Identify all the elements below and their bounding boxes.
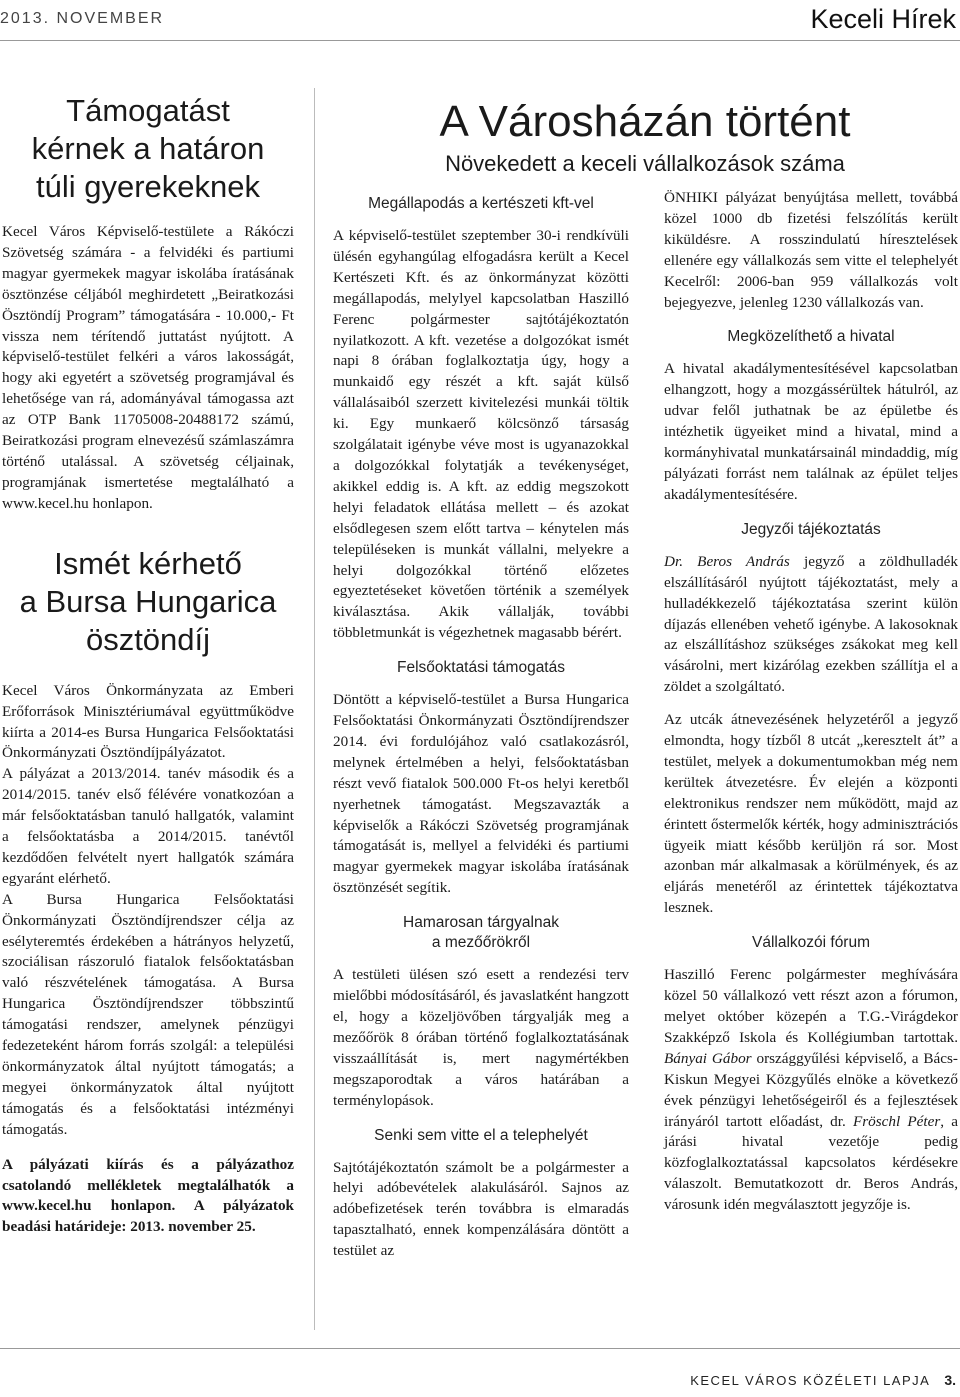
section-title	[333, 913, 629, 953]
main-headline-block	[330, 96, 960, 178]
section-body: A testületi ülésen szó esett a rendezési terv mielőbbi módosításáról, és javaslatként hangzott el, hogy a közeljövőben tárgyalják meg a mezőőrök 8 órában történő foglalkoztatásának visszaállítását is, mert nagymértékben megszaporodtak a város határában a terménylopások.	[333, 966, 629, 1109]
section-body: Az utcák átnevezésének helyzetéről a jegyző elmondta, hogy tízből 8 utcát „keresztelt át” a testület, melyek a dokumentumokban még nem kerültek átvezetésre. Év elején a központi elektronikus rendszer nem működött, majd az érintett őstermelők kérték, hogy adminisztrációs ügyeik miatt később kerüljön rá sor. Most azonban már alkalmasak a körülmények, és az eljárás menetéről az érintettek tájékoztatva lesznek.	[664, 711, 958, 917]
middle-column	[333, 188, 629, 1262]
column-divider	[314, 88, 315, 1330]
person-name: Fröschl Péter	[852, 1112, 941, 1130]
section-body	[664, 552, 958, 698]
page-number: 3.	[944, 1372, 956, 1388]
person-name: Bányai Gábor	[664, 1049, 752, 1067]
right-column	[664, 188, 958, 1216]
main-title: A Városházán történt	[439, 97, 851, 146]
newspaper-title: Keceli Hírek	[810, 4, 956, 34]
title-line: Hamarosan tárgyalnak	[403, 914, 559, 932]
article-body-support: Kecel Város Képviselő-testülete a Rákóczi Szövetség számára - a felvidéki és partiumi magyar gyermekek magyar iskolába íratásának ösztönzése céljából meghirdetett „Beiratkozási Ösztöndíj Program” támogatására - 10.000,- Ft vissza nem térítendő juttatást nyújtott. A képviselő-testület felkéri a város lakosságát, hogy aki egyetért a szövetség programjával és lehetősége van rá, adományával támogassa azt az OTP Bank 11705008-20488172 számú, Beiratkozási program elnevezésű számlaszámra történő utalással. A szövetség céljainak, programjának ismertetése megtalálható a www.kecel.hu honlapon.	[2, 223, 294, 512]
section-title: Megállapodás a kertészeti kft-vel	[368, 195, 594, 212]
section-title: Jegyzői tájékoztatás	[741, 520, 881, 538]
title-line: a Bursa Hungarica	[19, 583, 277, 619]
header-rule	[0, 40, 960, 41]
bursa-deadline-note: A pályázati kiírás és a pályázathoz csatolandó mellékletek megtalálhatók a www.kecel.hu honlapon. A pályázatok beadási határideje: 2013. november 25.	[2, 1155, 294, 1236]
bursa-paragraph: A pályázat a 2013/2014. tanév második és a 2014/2015. tanév első félévére vonatkozóan a már felsőoktatásban tanuló hallgatók, valamint a felsőoktatásba a 2014/2015. tanévtől kezdődően felvételt nyert hallgatók számára egyaránt elérhető.	[2, 765, 294, 887]
section-body: A hivatal akadálymentesítésével kapcsolatban elhangzott, hogy a mozgássérültek hátulról, az udvar felől juthatnak be az épületbe és intézhetik ügyeiket mind a hivatal, mind a kormányhivatal munkatársainál mindaddig, míg pályázati forrást nem találnak az épület teljes akadálymentesítésére.	[664, 360, 958, 503]
section-title: Vállalkozói fórum	[751, 934, 871, 952]
issue-date: 2013. NOVEMBER	[0, 10, 165, 27]
text-run: Haszilló Ferenc polgármester meghívására közel 50 vállalkozó vett részt azon a fórumon, melyet október közepén a T.G.-Virágdekor Szakképző Iskola és Kollégiumban tartottak.	[664, 966, 958, 1046]
section-body	[664, 965, 958, 1216]
footer	[690, 1372, 956, 1388]
title-line: Ismét kérhető	[54, 545, 242, 581]
title-line: kérnek a határon	[31, 131, 265, 166]
person-name: Dr. Beros András	[664, 552, 790, 570]
article-title-support	[2, 92, 294, 206]
bursa-paragraph: A Bursa Hungarica Felsőoktatási Önkormányzati Ösztöndíjrendszer célja az esélyteremtés érdekében a hátrányos helyzetű, szociálisan rászoruló fiatalok felsőoktatásban való részvételének támogatása. A Bursa Hungarica Ösztöndíjrendszer többszintű támogatási rendszer, amelynek pénzügyi fedezeteként három forrás szolgál: a települési önkormányzatok által nyújtott támogatás; a megyei önkormányzatok által nyújtott támogatás és a felsőoktatási intézményi támogatás.	[2, 890, 294, 1138]
title-line: ösztöndíj	[85, 621, 211, 657]
title-line: túli gyerekeknek	[35, 169, 260, 204]
section-body: Döntött a képviselő-testület a Bursa Hungarica Felsőoktatási Önkormányzati Ösztöndíjrendszer 2014. évi fordulójához való csatlakozásról, melynek értelmében a helyi, felsőoktatásban részt vevő fiatalok 500.000 Ft-os helyi keretből nyerhetnek támogatást. Megszavazták a képviselők a Rákóczi Szövetség programjának támogatását is, mellyel a felvidéki és partiumi magyar gyermekek magyar iskolába íratásának ösztönzését segítik.	[333, 691, 629, 897]
left-column	[2, 92, 294, 1238]
footer-text: KECEL VÁROS KÖZÉLETI LAPJA	[690, 1373, 931, 1388]
main-subtitle: Növekedett a keceli vállalkozások száma	[445, 151, 845, 176]
title-line: a mezőőrökről	[431, 934, 531, 952]
section-title: Senki sem vitte el a telephelyét	[374, 1126, 588, 1144]
text-run: országgyűlési képviselő, a Bács-Kiskun Megyei Közgyűlés elnöke a következő évek pénzügyi lehetőségeiről és a fejlesztések irányáról tartott előadást, dr.	[664, 1049, 958, 1130]
section-title: Felsőoktatási támogatás	[396, 659, 565, 677]
article-title-bursa	[2, 545, 294, 659]
text-run: , a járási hivatal vezetője pedig közfoglalkoztatással kapcsolatos kérdésekre válaszolt. Bemutatkozott dr. Beros András, városunk idén megválasztott jegyzője is.	[664, 1112, 958, 1214]
title-line: Támogatást	[66, 93, 230, 128]
section-body: A képviselő-testület szeptember 30-i rendkívüli ülésén egyhangúlag elfogadásra került a Kecel Kertészeti Kft. és az önkormányzat közötti megállapodás, melylyel kapcsolatban Haszilló Ferenc polgármester sajtótájékoztatón nyilatkozott. A kft. vezetése a dolgozókat ismét napi 8 órában foglalkoztatja úgy, hogy a munkaidő egy részét a kft. saját külső vállalásaiból szerzett kivitelezési munkái töltik ki. Egy munkaerő kölcsönző társaság szolgálatait igénybe véve most is ugyanazokkal a dolgozókkal folytatják a tevékenységet, akikkel eddig is. A kft. az eddig megszokott helyi feladatok ellátása mellett – és azokat elsődlegesen szem előtt tartva – kénytelen más településeken is munkát vállalni, melyekre a helyi dolgozókkal történő előzetes egyeztetéseket követően történik a személyek kiválasztása. Akik vállalják, további többletmunkát is végezhetnek magasabb bérért.	[333, 227, 629, 642]
section-body: Sajtótájékoztatón számolt be a polgármester a helyi adóbevételek alakulásáról. Sajnos az adóbefizetések terén továbbra is elmaradás tapasztalható, ennek kompenzálására döntött a testület az	[333, 1158, 629, 1260]
section-title: Megközelíthető a hivatal	[727, 328, 895, 346]
section-body: ÖNHIKI pályázat benyújtása mellett, továbbá közel 1000 db fizetési felszólítás került kiküldésre. A rosszindulatú híresztelések ellenére egy vállalkozás sem vitte el telephelyét Kecelről: 2006-ban 959 vállalkozás volt bejegyezve, jelenleg 1230 vállalkozás van.	[664, 189, 958, 311]
text-run: jegyző a zöldhulladék elszállításáról nyújtott tájékoztatást, mely a hulladékkezelő tájékoztatása szerint külön díjazás ellenében vehető igénybe. A lakosoknak az elszállításhoz szükséges zsákokat meg kell vásárolni, mert kizárólag ezekben szállítja el a zöldet a szolgáltató.	[664, 552, 958, 696]
bursa-paragraph: Kecel Város Önkormányzata az Emberi Erőforrások Minisztériumával együttműködve kiírta a 2014-es Bursa Hungarica Felsőoktatási Önkormányzati Ösztöndíjpályázatot.	[2, 681, 294, 762]
footer-rule	[0, 1348, 960, 1349]
